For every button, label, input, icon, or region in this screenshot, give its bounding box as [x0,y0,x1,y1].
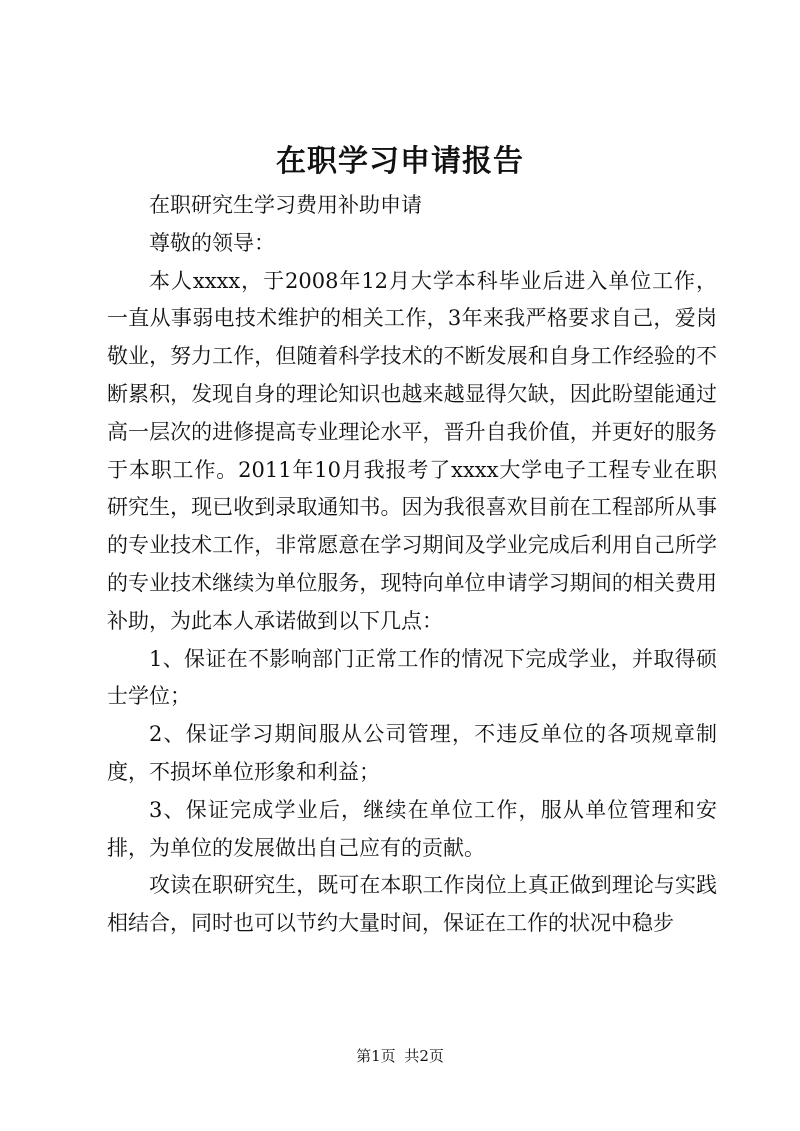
commitment-item-2: 2、保证学习期间服从公司管理，不违反单位的各项规章制度，不损坏单位形象和利益； [107,722,717,784]
page-number: 第1页 [356,1047,396,1065]
document-body [107,187,717,943]
body-paragraph: 本人xxxx，于2008年12月大学本科毕业后进入单位工作，一直从事弱电技术维护的相关工作，3年来我严格要求自己，爱岗敬业，努力工作，但随着科学技术的不断发展和自身工作经验的不断累积，发现自身的理论知识也越来越显得欠缺，因此盼望能通过高一层次的进修提高专业理论水平，晋升自我价值，并更好的服务于本职工作。2011年10月我报考了xxxx大学电子工程专业在职研究生，现已收到录取通知书。因为我很喜欢目前在工程部所从事的专业技术工作，非常愿意在学习期间及学业完成后利用自己所学的专业技术继续为单位服务，现特向单位申请学习期间的相关费用补助，为此本人承诺做到以下几点： [107,268,717,633]
closing-paragraph: 攻读在职研究生，既可在本职工作岗位上真正做到理论与实践相结合，同时也可以节约大量时间，保证在工作的状况中稳步 [107,873,717,936]
document-title: 在职学习申请报告 [276,144,524,179]
page-footer [0,1046,800,1066]
salutation-paragraph: 尊敬的领导： [149,230,275,255]
page-total: 共2页 [404,1047,444,1065]
subtitle-paragraph: 在职研究生学习费用补助申请 [149,193,422,217]
commitment-item-3: 3、保证完成学业后，继续在单位工作，服从单位管理和安排，为单位的发展做出自己应有的贡献。 [107,797,717,860]
commitment-item-1: 1、保证在不影响部门正常工作的情况下完成学业，并取得硕士学位； [107,646,717,709]
